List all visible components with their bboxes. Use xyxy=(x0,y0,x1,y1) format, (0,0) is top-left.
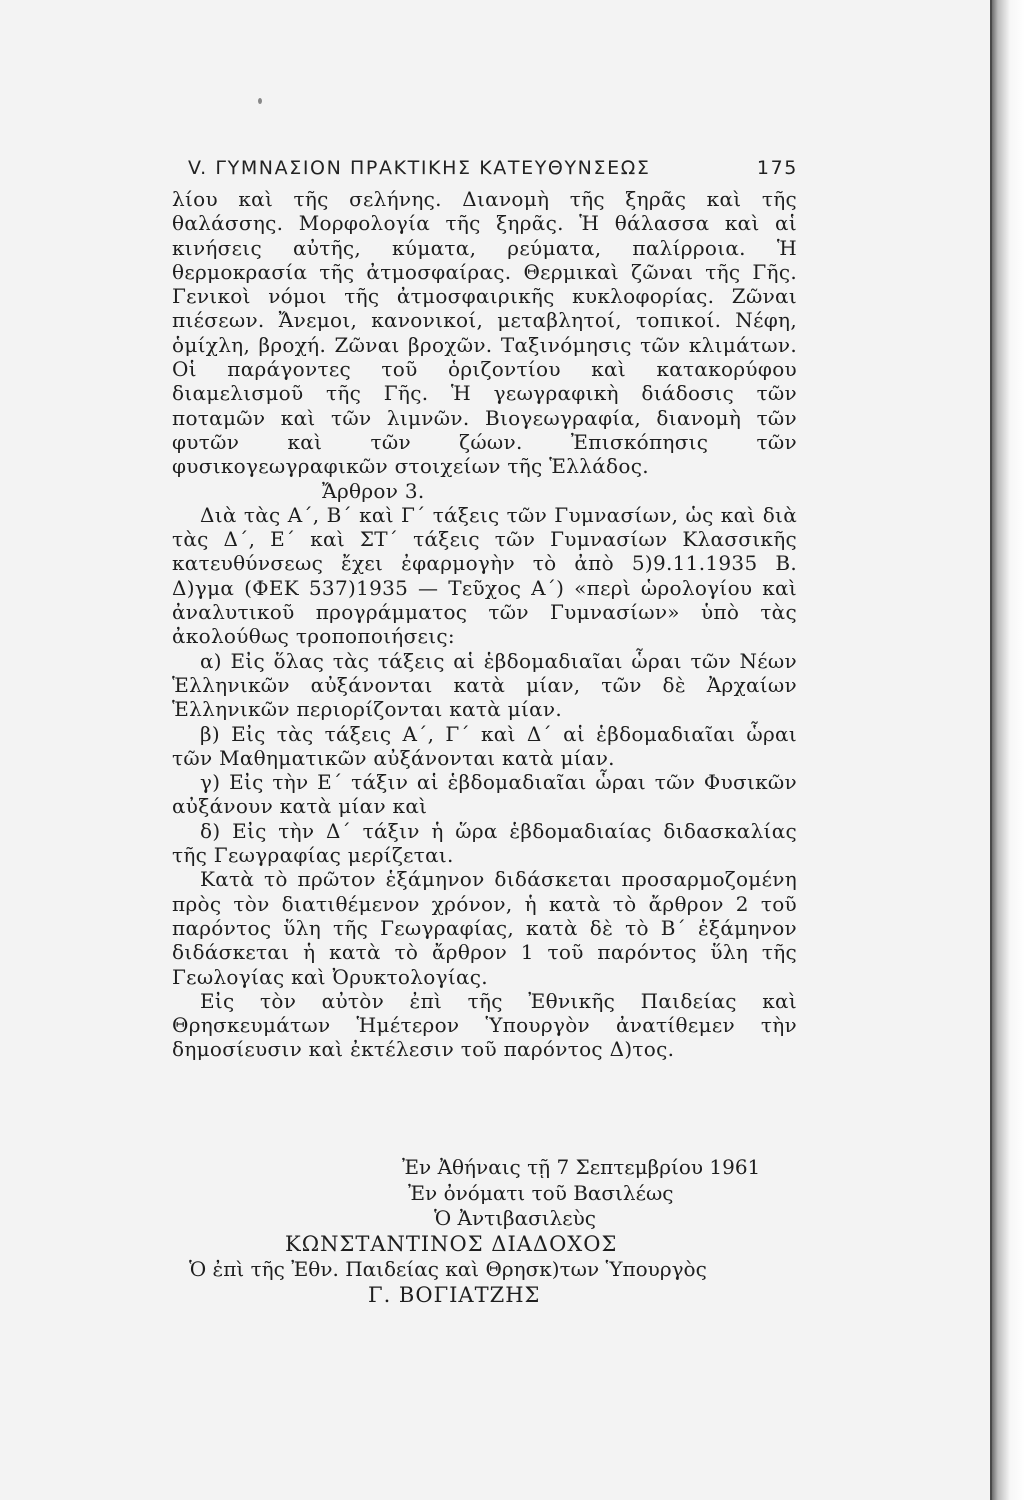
scan-speck xyxy=(258,98,262,104)
page-number: 175 xyxy=(756,157,798,179)
header-title: V. ΓΥΜΝΑΣΙΟΝ ΠΡΑΚΤΙΚΗΣ ΚΑΤΕΥΘΥΝΣΕΩΣ xyxy=(188,157,651,179)
body-text xyxy=(172,187,797,1062)
page-edge-shadow xyxy=(992,0,1025,1500)
item-a: α) Εἰς ὅλας τὰς τάξεις αἱ ἑβδομαδιαῖαι ὧραι τῶν Νέων Ἑλληνικῶν αὐξάνονται κατὰ μίαν, τῶν δὲ Ἀρχαίων Ἑλληνικῶν περιορίζονται κατὰ μίαν. xyxy=(172,648,797,722)
geography-paragraph: Κατὰ τὸ πρῶτον ἑξάμηνον διδάσκεται προσαρμοζομένη πρὸς τὸν διατιθέμενον χρόνον, ἡ κατὰ τὸ ἄρθρον 2 τοῦ παρόντος ὕλη τῆς Γεωγραφίας, κατὰ δὲ τὸ Β΄ ἑξάμηνον διδάσκεται ἡ κατὰ τὸ ἄρθρον 1 τοῦ παρόντος ὕλη τῆς Γεωλογίας καὶ Ὀρυκτολογίας. xyxy=(172,867,797,989)
minister-title: Ὁ ἐπὶ τῆς Ἐθν. Παιδείας καὶ Θρησκ)των Ὑπουργὸς xyxy=(189,1257,707,1281)
regent-name: ΚΩΝΣΤΑΝΤΙΝΟΣ ΔΙΑΔΟΧΟΣ xyxy=(285,1231,618,1256)
item-c: γ) Εἰς τὴν Ε΄ τάξιν αἱ ἑβδομαδιαῖαι ὧραι τῶν Φυσικῶν αὐξάνουν κατὰ μίαν καὶ xyxy=(172,770,797,819)
article-heading: Ἄρθρον 3. xyxy=(322,478,425,503)
article-paragraph: Διὰ τὰς Α΄, Β΄ καὶ Γ΄ τάξεις τῶν Γυμνασίων, ὡς καὶ διὰ τὰς Δ΄, Ε΄ καὶ ΣΤ΄ τάξεις τῶν Γυμνασίων Κλασσικῆς κατευθύνσεως ἔχει ἐφαρμογὴν τὸ ἀπὸ 5)9.11.1935 Β. Δ)γμα (ΦΕΚ 537)1935 — Τεῦχος Α΄) «περὶ ὡρολογίου καὶ ἀναλυτικοῦ προγράμματος τῶν Γυμνασίων» ὑπὸ τὰς ἀκολούθως τροποποιήσεις: xyxy=(172,502,797,649)
date-line: Ἐν Ἀθήναις τῇ 7 Σεπτεμβρίου 1961 xyxy=(402,1155,761,1179)
signature-block xyxy=(172,1155,797,1308)
intro-paragraph: λίου καὶ τῆς σελήνης. Διανομὴ τῆς ξηρᾶς καὶ τῆς θαλάσσης. Μορφολογία τῆς ξηρᾶς. Ἡ θάλασσα καὶ αἱ κινήσεις αὐτῆς, κύματα, ρεύματα, παλίρροια. Ἡ θερμοκρασία τῆς ἀτμοσφαίρας. Θερμικαὶ ζῶναι τῆς Γῆς. Γενικοὶ νόμοι τῆς ἀτμοσφαιρικῆς κυκλοφορίας. Ζῶναι πιέσεων. Ἄνεμοι, κανονικοί, μεταβλητοί, τοπικοί. Νέφη, ὁμίχλη, βροχή. Ζῶναι βροχῶν. Ταξινόμησις τῶν κλιμάτων. Οἱ παράγοντες τοῦ ὁριζοντίου καὶ κατακορύφου διαμελισμοῦ τῆς Γῆς. Ἡ γεωγραφικὴ διάδοσις τῶν ποταμῶν καὶ τῶν λιμνῶν. Βιογεωγραφία, διανομὴ τῶν φυτῶν καὶ τῶν ζώων. Ἐπισκόπησις τῶν φυσικογεωγραφικῶν στοιχείων τῆς Ἑλλάδος. xyxy=(172,187,797,479)
closing-paragraph: Εἰς τὸν αὐτὸν ἐπὶ τῆς Ἐθνικῆς Παιδείας καὶ Θρησκευμάτων Ἡμέτερον Ὑπουργὸν ἀνατίθεμεν τὴν δημοσίευσιν καὶ ἐκτέλεσιν τοῦ παρόντος Δ)τος. xyxy=(172,988,797,1062)
king-line: Ἐν ὀνόματι τοῦ Βασιλέως xyxy=(408,1180,674,1205)
minister-name: Γ. ΒΟΓΙΑΤΖΗΣ xyxy=(368,1282,541,1307)
item-d: δ) Εἰς τὴν Δ΄ τάξιν ἡ ὥρα ἑβδομαδιαίας διδασκαλίας τῆς Γεωγραφίας μερίζεται. xyxy=(172,818,797,868)
item-b: β) Εἰς τὰς τάξεις Α΄, Γ΄ καὶ Δ΄ αἱ ἑβδομαδιαῖαι ὧραι τῶν Μαθηματικῶν αὐξάνονται κατὰ μίαν. xyxy=(172,721,797,770)
regent-line: Ὁ Ἀντιβασιλεὺς xyxy=(434,1206,597,1230)
